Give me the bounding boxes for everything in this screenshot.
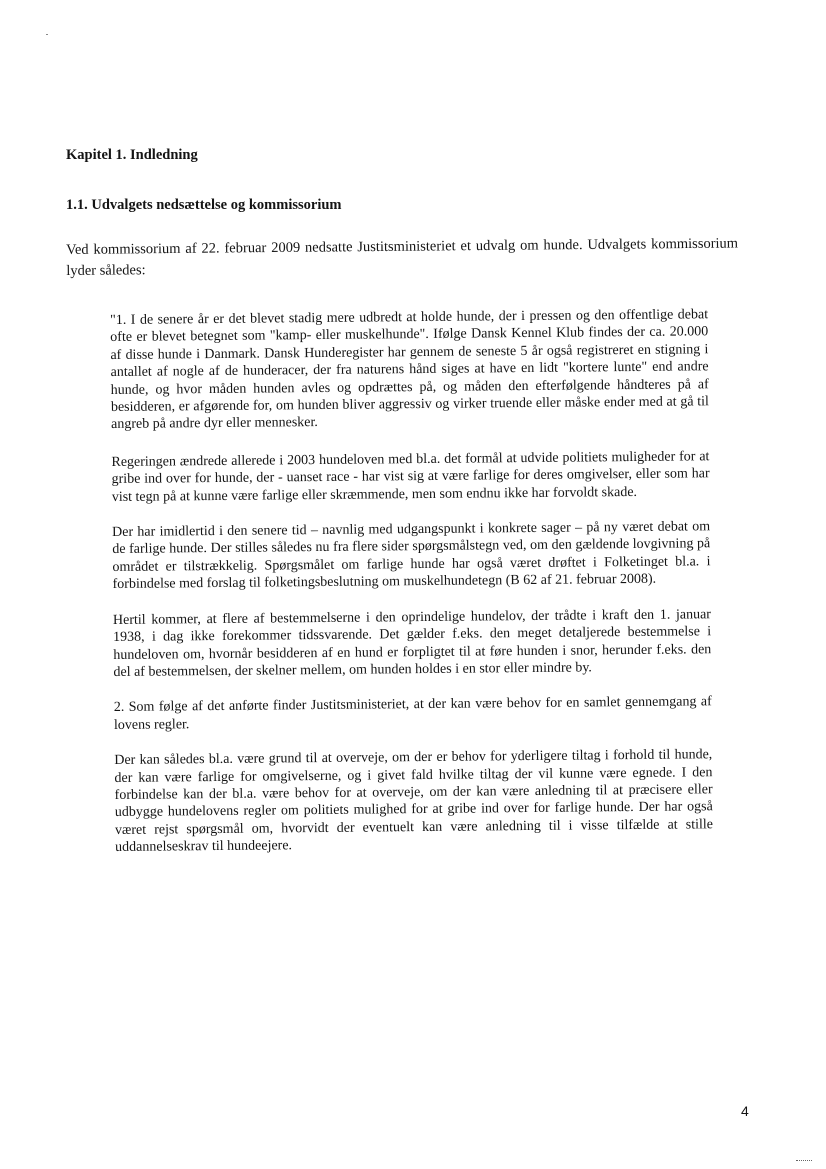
quote-paragraph: 2. Som følge af det anførte finder Justitsministeriet, at der kan være behov for en samlet gennemgang af lovens regler.: [113, 694, 712, 733]
commission-quote: [110, 306, 713, 874]
quote-paragraph: Der kan således bl.a. være grund til at overveje, om der er behov for yderligere tiltag i forhold til hunde, der kan være farlige for omgivelserne, og i givet fald hvilke tiltag der vil kunne være egnede. I den forbindelse kan der bl.a. være behov for at overveje, om der kan være anledning til at præcisere eller udbygge hundelovens regler om politiets mulighed for at gribe ind over for farlige hunde. Der har også været rejst spørgsmål om, hvorvidt der eventuelt kan være anledning til i visse tilfælde at stille uddannelseskrav til hundeejere.: [114, 747, 714, 856]
quote-paragraph: Regeringen ændrede allerede i 2003 hundeloven med bl.a. det formål at udvide politiets muligheder for at gribe ind over for hunde, der - uanset race - har vist sig at være farlige for deres omgivelser, eller som har vist tegn på at kunne være farlige eller skræmmende, men som endnu ikke har forvoldt skade.: [111, 449, 710, 505]
quote-paragraph: Der har imidlertid i den senere tid – navnlig med udgangspunkt i konkrete sager – på ny været debat om de farlige hunde. Der stilles således nu fra flere sider spørgsmålstegn ved, om den gældende lovgivning på området er tilstrækkelig. Spørgsmålet om farlige hunde har også været drøftet i Folketinget bl.a. i forbindelse med forslag til folketingsbeslutning om muskelhundetegn (B 62 af 21. februar 2008).: [112, 519, 711, 593]
chapter-title: Kapitel 1. Indledning: [66, 147, 198, 163]
quote-paragraph: Hertil kommer, at flere af bestemmelserne i den oprindelige hundelov, der trådte i kraft den 1. januar 1938, i dag ikke forekommer tidssvarende. Det gælder f.eks. den meget detaljerede bestemmelse i hundeloven om, hvornår besidderen af en hund er forpligtet til at føre hunden i snor, herunder f.eks. den del af bestemmelsen, der skelner mellem, om hunden holdes i en stor eller mindre by.: [112, 606, 712, 680]
quote-paragraph: "1. I de senere år er det blevet stadig mere udbredt at holde hunde, der i pressen og den offentlige debat ofte er blevet betegnet som "kamp- eller muskelhunde". Ifølge Dansk Kennel Klub findes der ca. 20.000 af disse hunde i Danmark. Dansk Hunderegister har gennem de seneste 5 år også registreret en stigning i antallet af nogle af de hunderacer, der fra naturens hånd siges at have en lidt "kortere lunte" end andre hunde, og hvor måden hunden avles og opdrættes på, og måden den efterfølgende håndteres på af besidderen, er afgørende for, om hunden bliver aggressiv og virker truende eller måske ender med at gå til angreb på andre dyr eller mennesker.: [110, 307, 709, 433]
section-title: 1.1. Udvalgets nedsættelse og kommissorium: [66, 197, 342, 213]
intro-paragraph: Ved kommissorium af 22. februar 2009 nedsatte Justitsministeriet et udvalg om hunde. Udvalgets kommissorium lyder således:: [66, 235, 739, 279]
scan-mark: [46, 34, 48, 35]
scan-corner-dots: [796, 1160, 812, 1162]
page-number: 4: [741, 1103, 749, 1119]
